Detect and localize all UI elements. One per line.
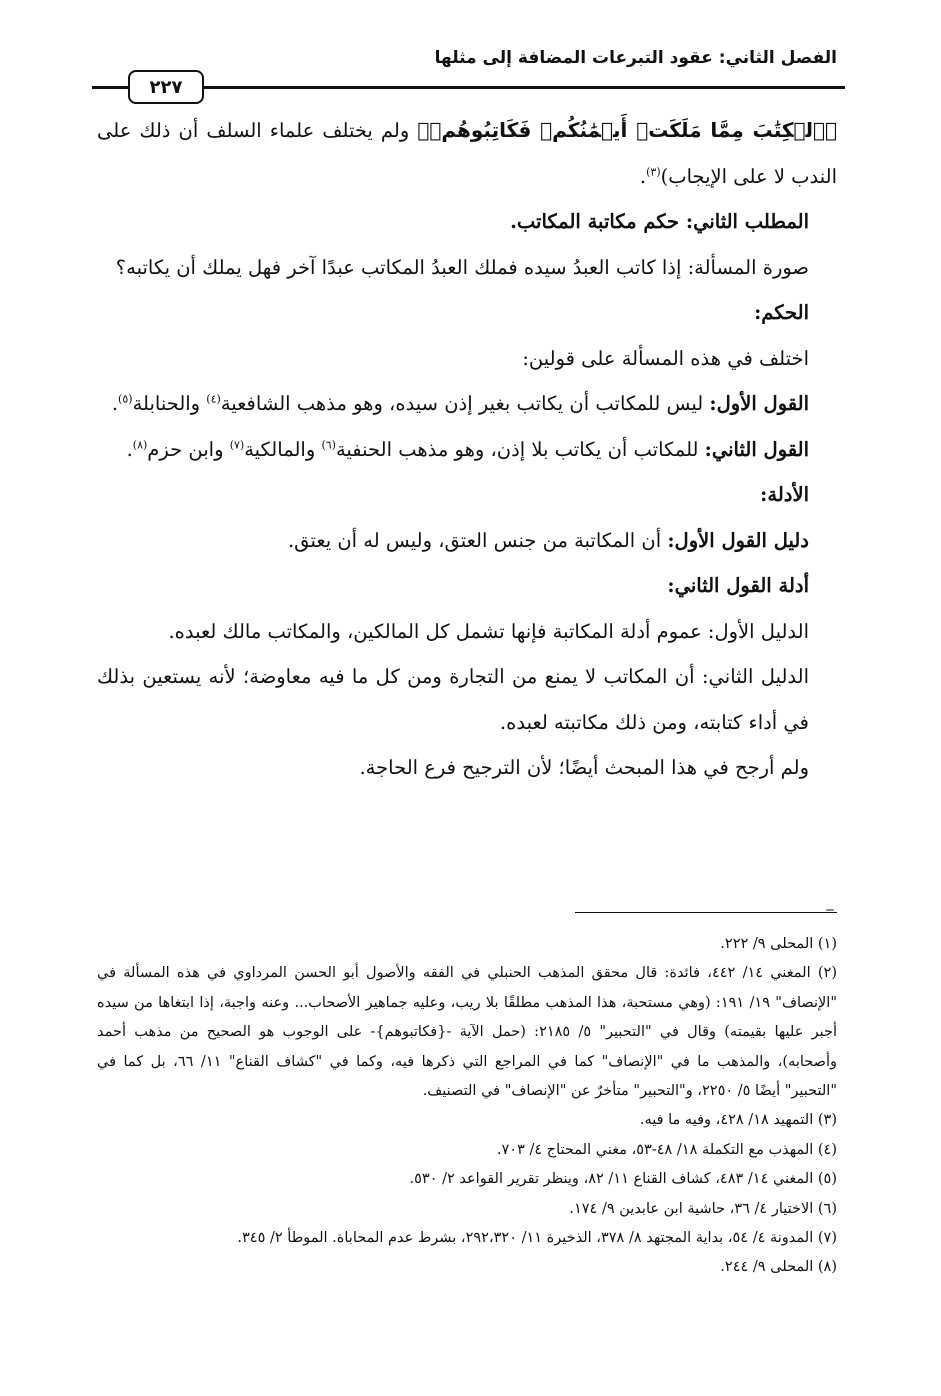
first-opinion: القول الأول: ليس للمكاتب أن يكاتب بغير إذن سيده، وهو مذهب الشافعية$^{(٤)}$ والحنابلة$^{(٥)}$. [111,392,809,415]
footnote-item: (٧) المدونة ٤/ ٥٤، بداية المجتهد ٨/ ٣٧٨، الذخيرة ١١/ ٢٩٢،٣٢٠، بشرط عدم المحاباة. الموطأ ٢/ ٣٤٥. [237,1230,837,1247]
main-text [97,108,837,791]
footnote-item: (١) المحلى ٩/ ٢٢٢. [720,936,837,952]
issue-statement: صورة المسألة: إذا كاتب العبدُ سيده فملك العبدُ المكاتب عبدًا آخر فهل يملك أن يكاتبه؟ [115,255,809,279]
evidence-heading: الأدلة: [760,483,809,506]
footnote-ref[interactable]: (٨) [132,438,148,451]
second-opinion-label: القول الثاني: [704,437,809,461]
footnote-item: (٥) المغني ١٤/ ٤٨٣، كشاف القناع ١١/ ٨٢، وينظر تقرير القواعد ٢/ ٥٣٠. [409,1171,837,1188]
footnote-item: (٦) الاختيار ٤/ ٣٦، حاشية ابن عابدين ٩/ ١٧٤. [569,1200,837,1217]
footnote-ref[interactable]: (٣) [646,165,661,178]
footnote-rule-mark: = [824,904,835,918]
evidence-label: دليل القول الأول: [667,528,809,552]
header-rule [92,86,845,89]
footnote-item: (٨) المحلى ٩/ ٢٤٤. [720,1259,837,1276]
footnote-item: (٤) المهذب مع التكملة ١٨/ ٤٨-٥٣، مغني المحتاج ٤/ ٧٠٣. [496,1141,837,1158]
footnote-item: (٢) المغني ١٤/ ٤٤٢، فائدة: قال محقق المذهب الحنبلي في الفقه والأصول أبو الحسن المرداوي في هذه المسألة في "الإنصاف" ١٩/ ١٩١: (وهي مستحبة، هذا المذهب مطلقًا بلا ريب، وعليه جماهير الأصحاب... وعنه واجبة، إذا ابتغاها من سيده أجبر عليها بقيمته) وقال في "التحبير" ٥/ ٢١٨٥: (حمل الآية -{فكاتبوهم}- على الوجوب هو الصحيح من مذهب أحمد وأصحابه)، والمذهب ما في "الإنصاف" كما في المراجع التي ذكرها فيه، وكما في "كشاف القناع" ١١/ ٦٦، بل كما في "التحبير" أيضًا ٥/ ٢٢٥٠، و"التحبير" متأخرٌ عن "الإنصاف" في التصنيف. [97,965,838,1100]
footnote-ref[interactable]: (٦) [321,438,336,451]
footnote-ref[interactable]: (٧) [229,438,245,451]
quran-verse: ﴿ٱلۡكِتَٰبَ مِمَّا مَلَكَتۡ أَيۡمَٰنُكُمۡ فَكَاتِبُوهُمۡ﴾ [417,118,838,142]
paragraph-text: ولم يختلف علماء السلف أن ذلك على الندب لا على الإيجاب) [97,119,837,188]
footnote-item: (٣) التمهيد ١٨/ ٤٢٨، وفيه ما فيه. [639,1112,837,1129]
disagreement-text: اختلف في هذه المسألة على قولين: [522,346,809,370]
evidence-one: الدليل الأول: عموم أدلة المكاتبة فإنها تشمل كل المالكين، والمكاتب مالك لعبده. [168,619,809,643]
section-title: المطلب الثاني: حكم مكاتبة المكاتب. [510,210,809,233]
first-opinion-evidence: دليل القول الأول: أن المكاتبة من جنس العتق، وليس له أن يعتق. [287,528,809,552]
ruling-heading: الحكم: [754,301,809,324]
first-opinion-label: القول الأول: [709,392,809,415]
conclusion: ولم أرجح في هذا المبحث أيضًا؛ لأن الترجيح فرع الحاجة. [359,756,809,779]
paragraph-quran: ﴿ٱلۡكِتَٰبَ مِمَّا مَلَكَتۡ أَيۡمَٰنُكُمۡ فَكَاتِبُوهُمۡ﴾ ولم يختلف علماء السلف أن ذلك على الندب لا على الإيجاب)$^{(٣)}$. [97,118,838,188]
second-opinion: القول الثاني: للمكاتب أن يكاتب بلا إذن، وهو مذهب الحنفية$^{(٦)}$ والمالكية$^{(٧)}$ وابن حزم$^{(٨)}$. [126,437,809,461]
page-number: ٢٢٧ [128,70,204,104]
running-header: الفصل الثاني: عقود التبرعات المضافة إلى مثلها [434,48,837,68]
footnotes [97,930,837,1283]
evidence-two: الدليل الثاني: أن المكاتب لا يمنع من التجارة ومن كل ما فيه معاوضة؛ لأنه يستعين بذلك في أداء كتابته، ومن ذلك مكاتبته لعبده. [97,665,809,734]
footnote-ref[interactable]: (٤) [206,392,221,406]
second-opinion-evidence-heading: أدلة القول الثاني: [667,574,809,597]
footnote-ref[interactable]: (٥) [118,392,133,406]
footnote-separator [575,912,837,913]
